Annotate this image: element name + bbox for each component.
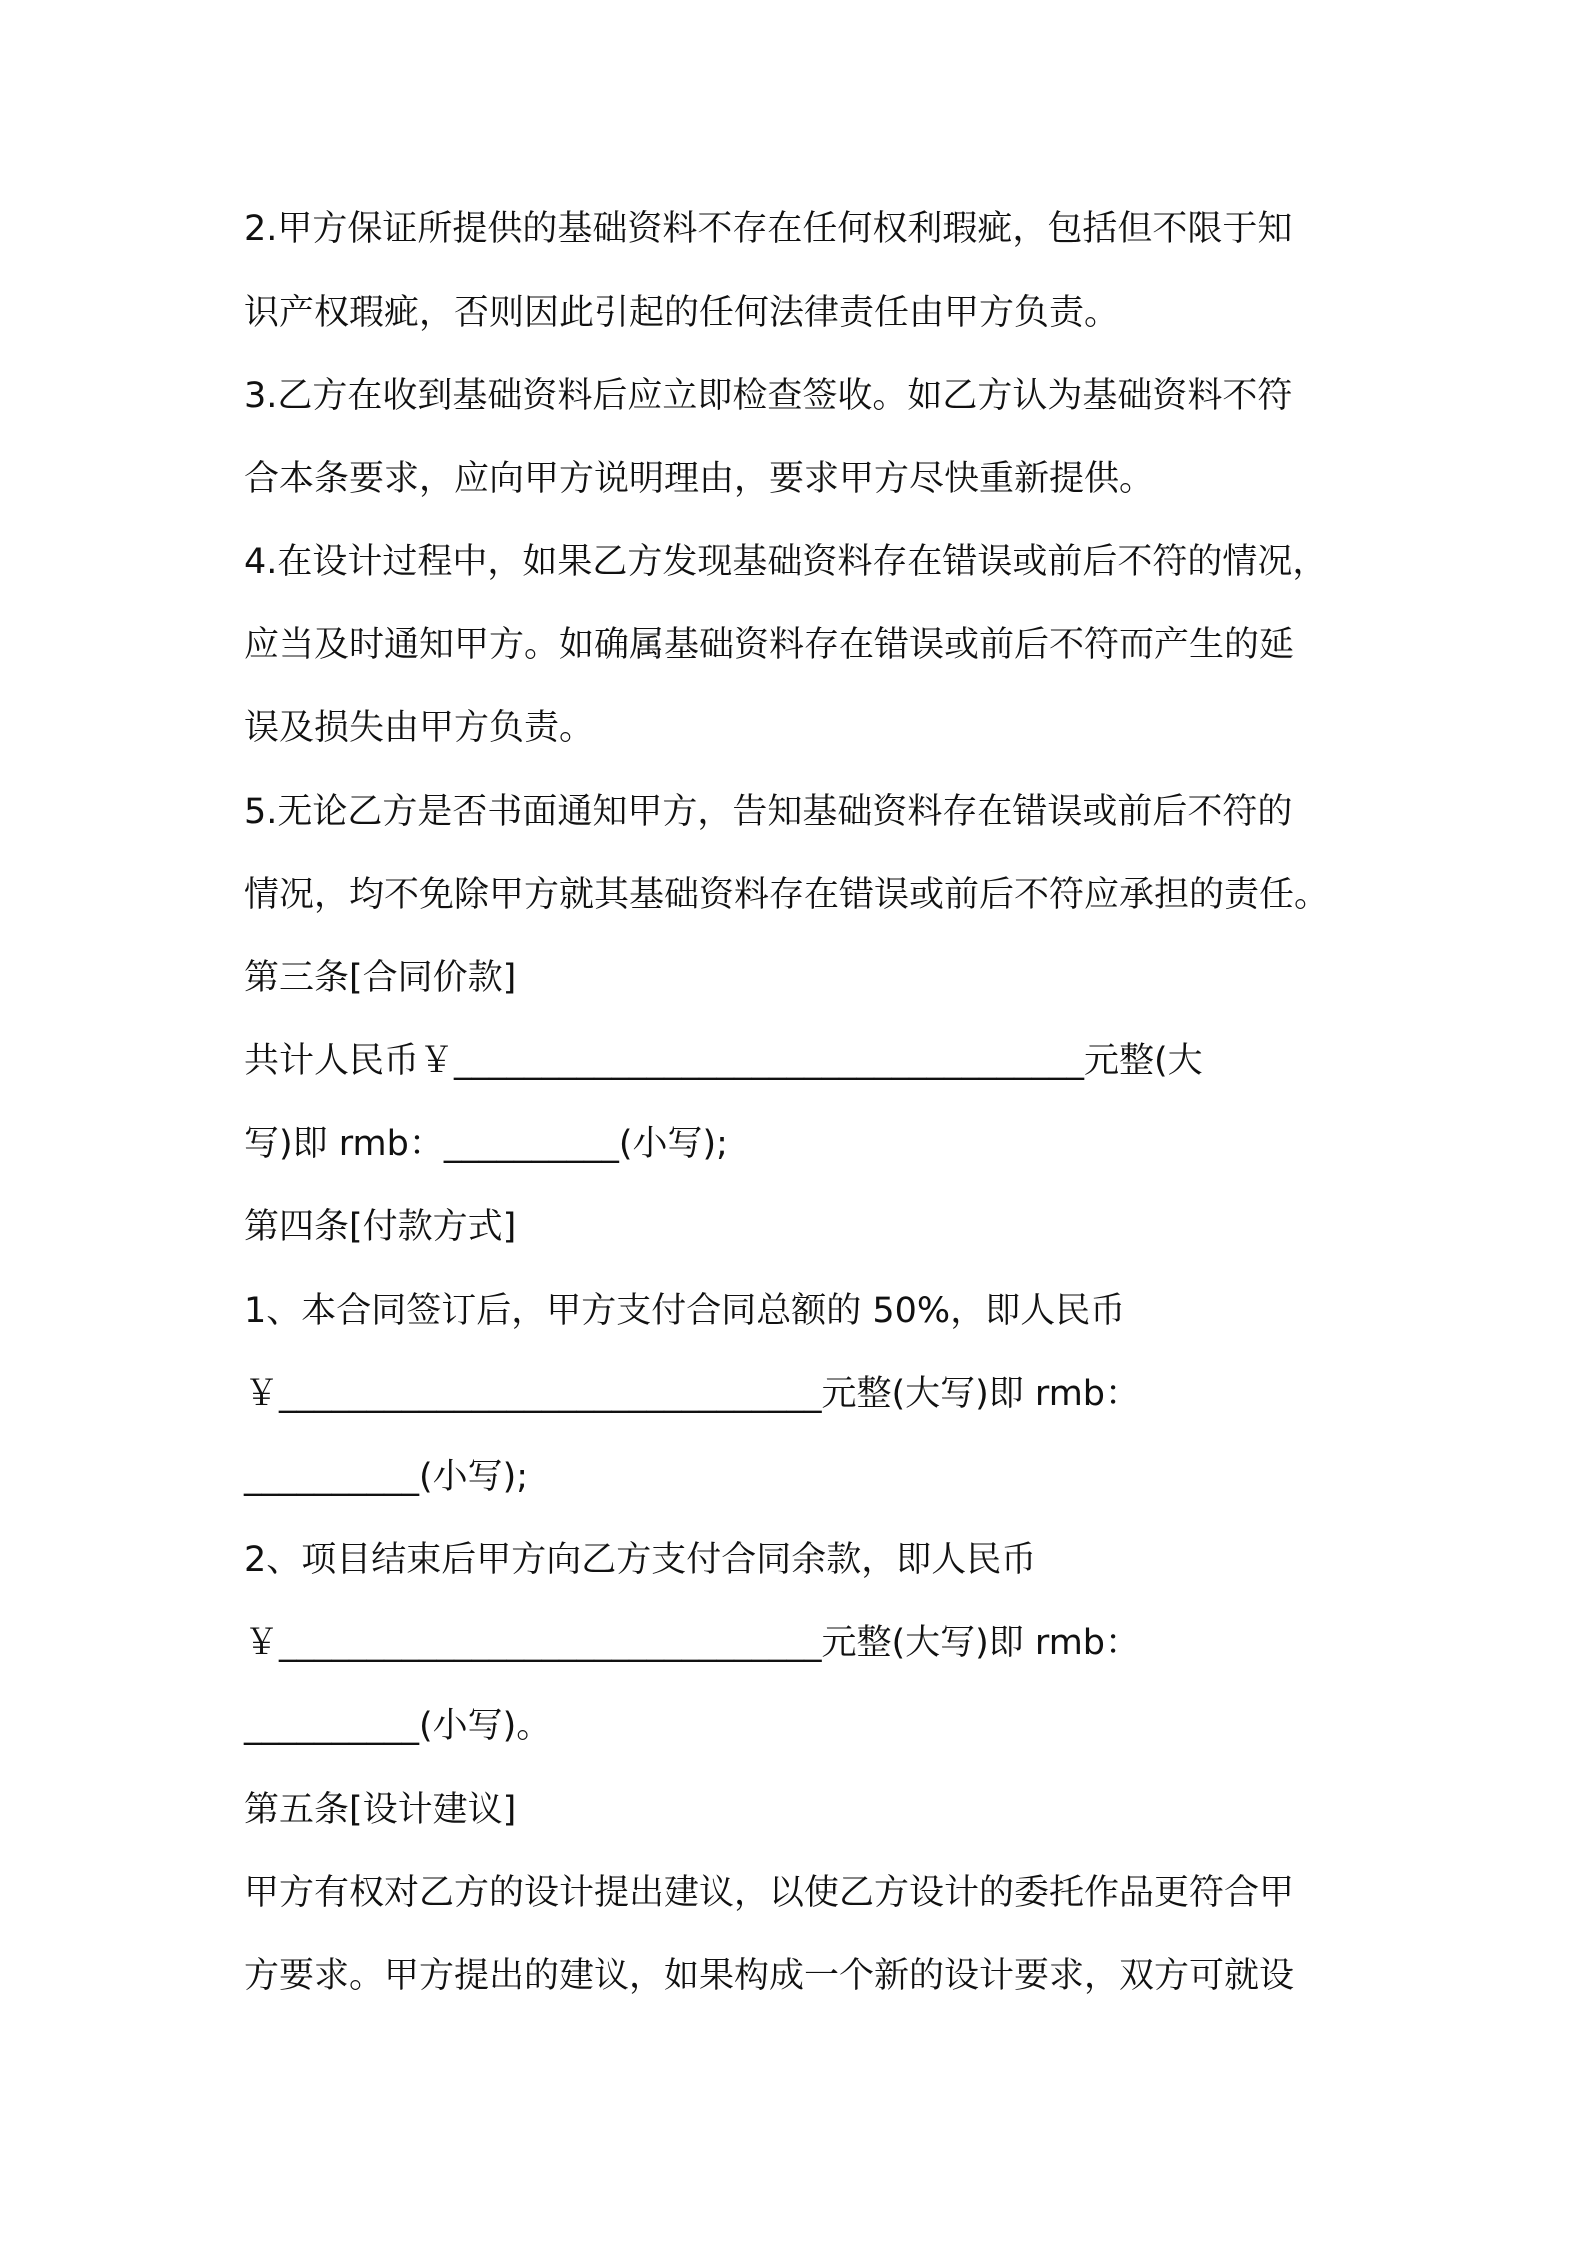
clause-5-line-2: 情况，均不免除甲方就其基础资料存在错误或前后不符应承担的责任。 bbox=[244, 875, 1330, 915]
suggestion-line-2: 方要求。甲方提出的建议，如果构成一个新的设计要求，双方可就设 bbox=[244, 1956, 1295, 1996]
payment-2-line-3: __________(小写)。 bbox=[244, 1706, 552, 1746]
clause-2-line-1: 2.甲方保证所提供的基础资料不存在任何权利瑕疵，包括但不限于知 bbox=[244, 209, 1293, 249]
clause-3-line-1: 3.乙方在收到基础资料后应立即检查签收。如乙方认为基础资料不符 bbox=[244, 376, 1293, 416]
clause-4-line-1: 4.在设计过程中，如果乙方发现基础资料存在错误或前后不符的情况， bbox=[244, 542, 1328, 582]
payment-1-line-2: ￥_______________________________元整(大写)即 rmb： bbox=[244, 1374, 1141, 1414]
clause-4-line-2: 应当及时通知甲方。如确属基础资料存在错误或前后不符而产生的延 bbox=[244, 625, 1295, 665]
clause-5-line-1: 5.无论乙方是否书面通知甲方，告知基础资料存在错误或前后不符的 bbox=[244, 792, 1293, 832]
clause-3-line-2: 合本条要求，应向甲方说明理由，要求甲方尽快重新提供。 bbox=[244, 459, 1155, 499]
payment-2-line-1: 2、项目结束后甲方向乙方支付合同余款，即人民币 bbox=[244, 1540, 1037, 1580]
clause-4-line-3: 误及损失由甲方负责。 bbox=[244, 708, 595, 748]
payment-1-line-3: __________(小写); bbox=[244, 1457, 529, 1497]
clause-2-line-2: 识产权瑕疵，否则因此引起的任何法律责任由甲方负责。 bbox=[244, 293, 1120, 333]
article-5-heading: 第五条[设计建议] bbox=[244, 1790, 517, 1830]
price-line-2: 写)即 rmb：__________(小写); bbox=[244, 1124, 728, 1164]
payment-1-line-1: 1、本合同签订后，甲方支付合同总额的 50%，即人民币 bbox=[244, 1291, 1126, 1331]
payment-2-line-2: ￥_______________________________元整(大写)即 rmb： bbox=[244, 1623, 1141, 1663]
article-3-heading: 第三条[合同价款] bbox=[244, 958, 517, 998]
suggestion-line-1: 甲方有权对乙方的设计提出建议，以使乙方设计的委托作品更符合甲 bbox=[244, 1873, 1295, 1913]
article-4-heading: 第四条[付款方式] bbox=[244, 1207, 517, 1247]
price-line-1: 共计人民币￥____________________________________元整(大 bbox=[244, 1041, 1203, 1081]
